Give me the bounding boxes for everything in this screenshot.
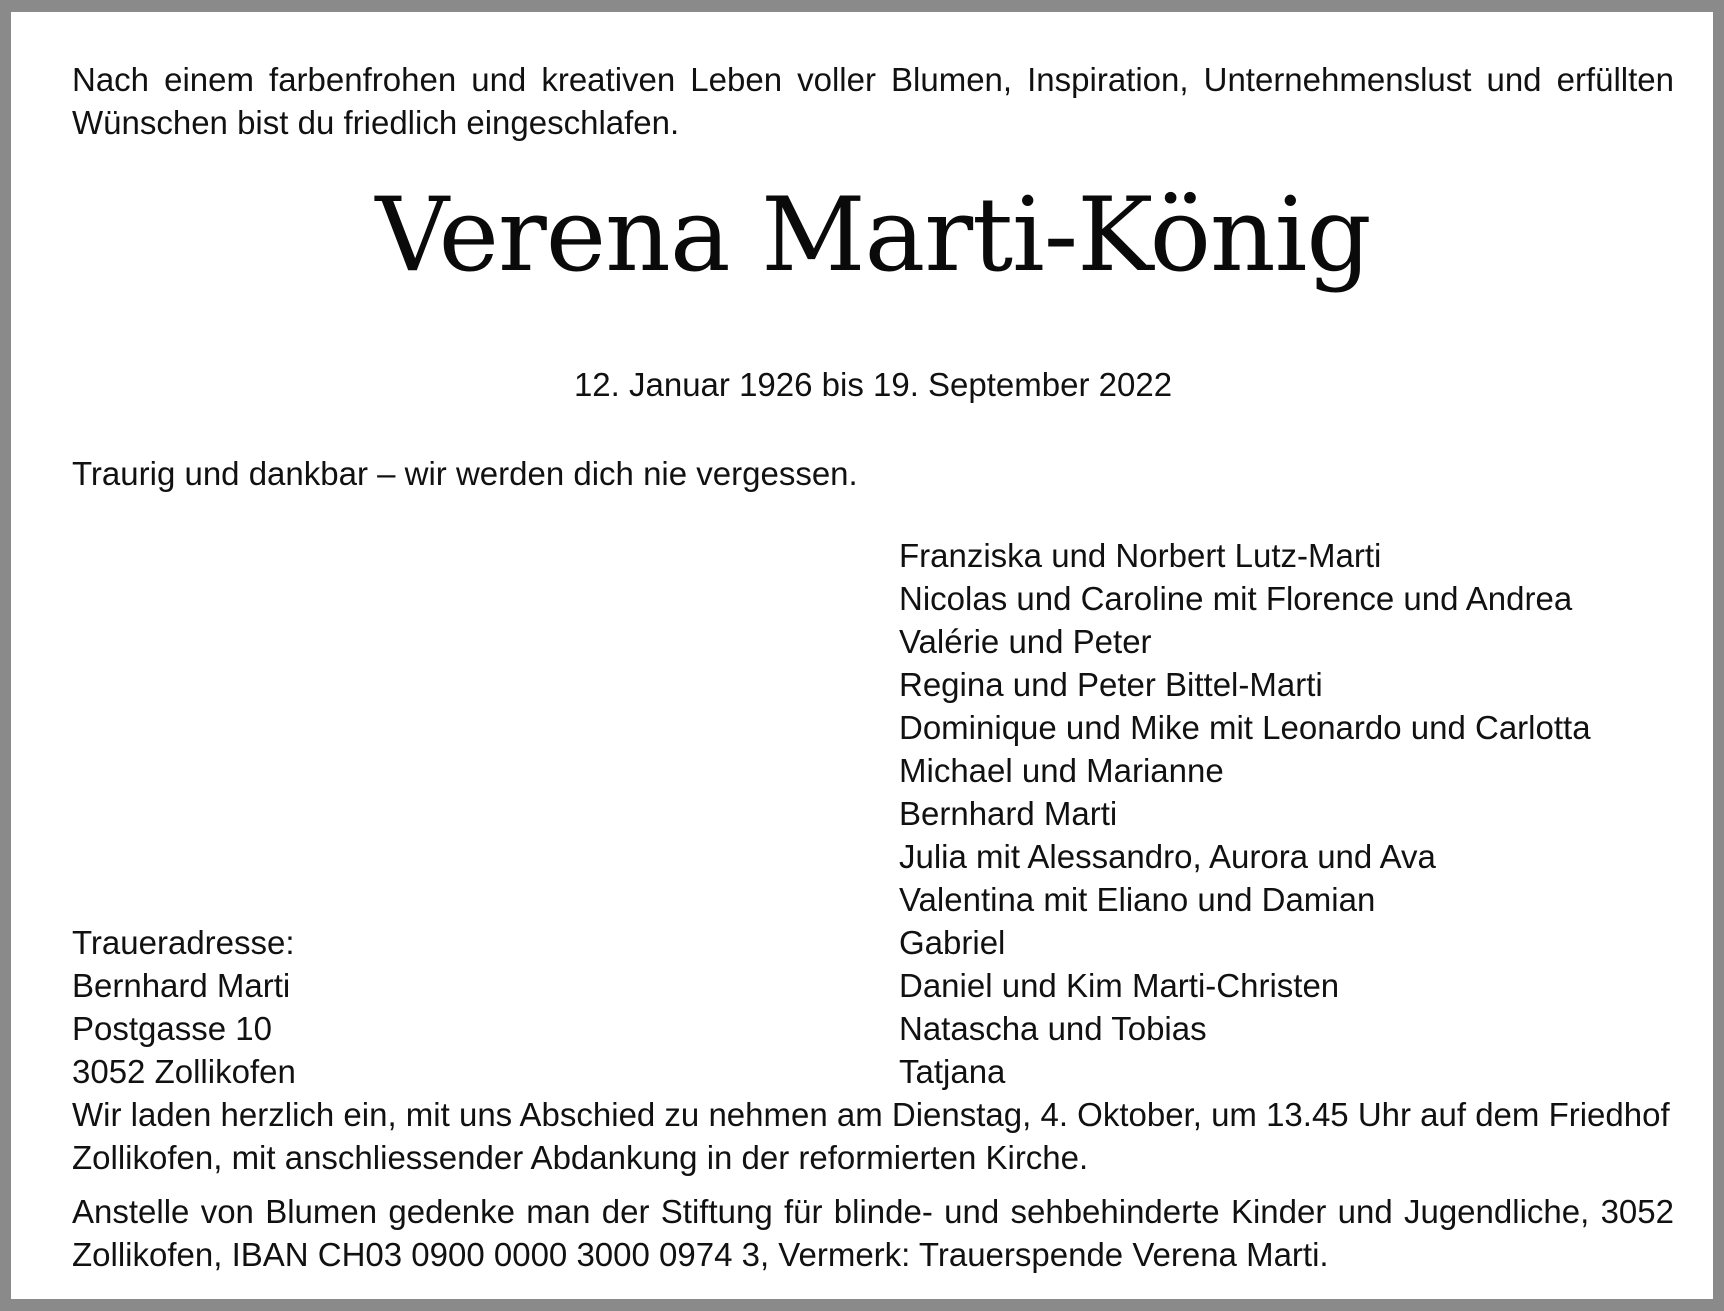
- mourner-entry: Nicolas und Caroline mit Florence und Andrea: [899, 580, 1573, 617]
- address-street: Postgasse 10: [72, 1010, 272, 1047]
- mourner-entry: Dominique und Mike mit Leonardo und Carlotta: [899, 709, 1591, 746]
- address-name: Bernhard Marti: [72, 967, 291, 1004]
- mourner-entry: Franziska und Norbert Lutz-Marti: [899, 537, 1382, 574]
- mourner-entry: Bernhard Marti: [899, 795, 1118, 832]
- mourner-entry: Valentina mit Eliano und Damian: [899, 881, 1376, 918]
- mourner-entry: Michael und Marianne: [899, 752, 1224, 789]
- mourner-entry: Valérie und Peter: [899, 623, 1152, 660]
- mourner-entry: Tatjana: [899, 1053, 1006, 1090]
- intro-text: Nach einem farbenfrohen und kreativen Leben voller Blumen, Inspiration, Unternehmenslust und erfüllten Wünschen bist du friedlich eingeschlafen.: [72, 61, 1674, 141]
- address-city: 3052 Zollikofen: [72, 1053, 296, 1090]
- motto-text: Traurig und dankbar – wir werden dich nie vergessen.: [72, 455, 858, 492]
- mourner-entry: Natascha und Tobias: [899, 1010, 1207, 1047]
- mourner-entry: Gabriel: [899, 924, 1006, 961]
- mourner-entry: Regina und Peter Bittel-Marti: [899, 666, 1323, 703]
- invitation-text: Wir laden herzlich ein, mit uns Abschied zu nehmen am Dienstag, 4. Oktober, um 13.45 Uhr auf dem Friedhof Zollikofen, mit anschliessender Abdankung in der reformierten Kirche.: [72, 1096, 1670, 1176]
- deceased-name: Verena Marti-König: [375, 176, 1371, 295]
- mourner-entry: Daniel und Kim Marti-Christen: [899, 967, 1340, 1004]
- life-dates: 12. Januar 1926 bis 19. September 2022: [573, 366, 1173, 403]
- mourners-list: [899, 534, 1591, 1093]
- donation-text: Anstelle von Blumen gedenke man der Stiftung für blinde- und sehbehinderte Kinder und Jugendliche, 3052 Zollikofen, IBAN CH03 0900 0000 3000 0974 3, Vermerk: Trauerspende Verena Marti.: [72, 1193, 1674, 1273]
- address-label: Traueradresse:: [72, 924, 295, 961]
- mourning-address: [72, 921, 296, 1093]
- mourner-entry: Julia mit Alessandro, Aurora und Ava: [899, 838, 1436, 875]
